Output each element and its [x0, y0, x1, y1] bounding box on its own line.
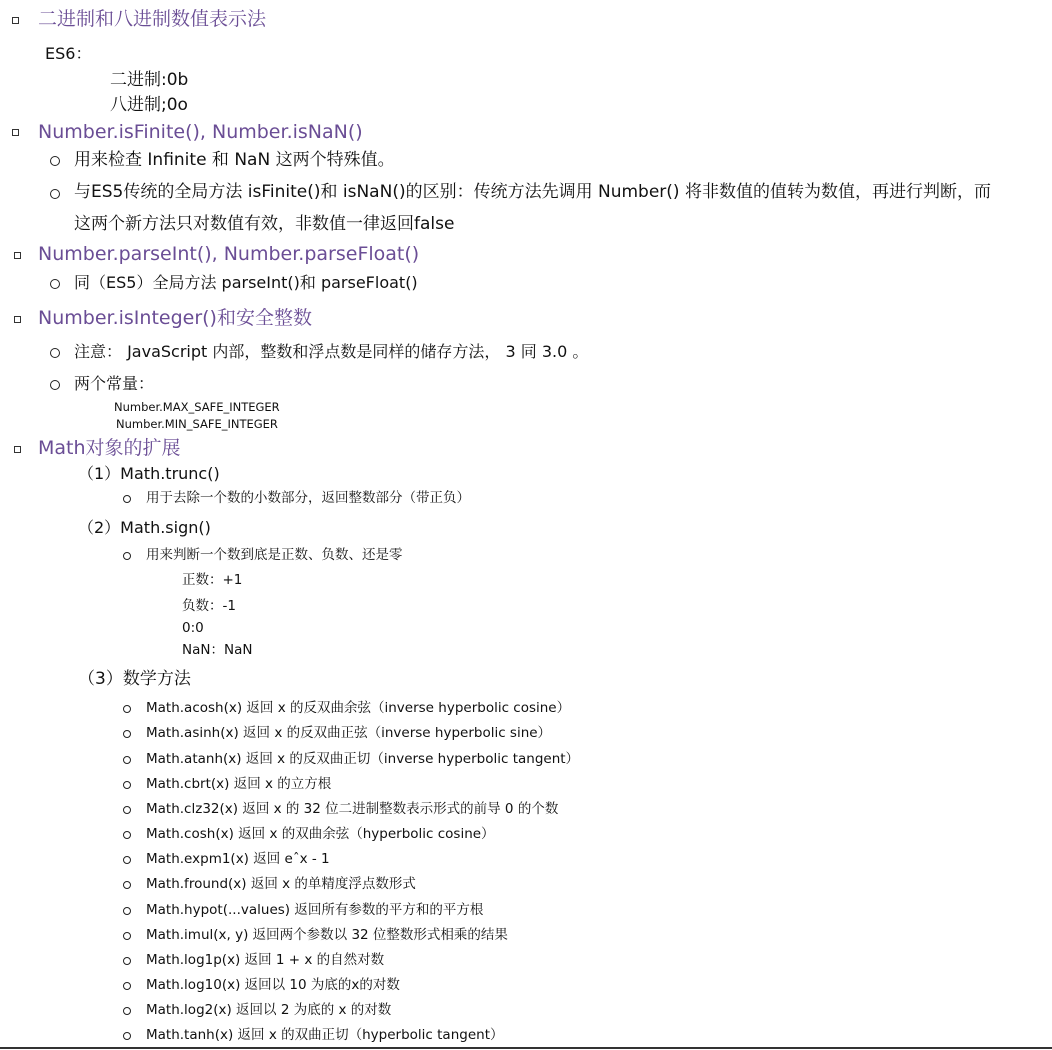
list-item: Math.imul(x, y) 返回两个参数以 32 位整数形式相乘的结果	[146, 927, 508, 943]
section-title-binary-octal: 二进制和八进制数值表示法	[38, 8, 267, 30]
circle-bullet-icon	[123, 907, 131, 915]
circle-bullet-icon	[123, 806, 131, 814]
list-item: Math.cbrt(x) 返回 x 的立方根	[146, 776, 332, 792]
constant-min-safe-integer: Number.MIN_SAFE_INTEGER	[116, 417, 278, 431]
square-bullet-icon	[12, 17, 19, 24]
es6-label: ES6：	[45, 44, 92, 63]
circle-bullet-icon	[123, 1032, 131, 1040]
list-item: 同（ES5）全局方法 parseInt()和 parseFloat()	[74, 273, 418, 292]
list-item: 注意： JavaScript 内部，整数和浮点数是同样的储存方法， 3 同 3.0 。	[74, 342, 589, 361]
list-item: Math.log2(x) 返回以 2 为底的 x 的对数	[146, 1002, 392, 1018]
section-title-math-extension: Math对象的扩展	[38, 437, 181, 459]
bottom-divider	[0, 1047, 1052, 1049]
list-item: Math.hypot(...values) 返回所有参数的平方和的平方根	[146, 902, 484, 918]
list-item: 与ES5传统的全局方法 isFinite()和 isNaN()的区别：传统方法先调用 Number() 将非数值的值转为数值，再进行判断，而	[74, 182, 991, 202]
list-item: Math.acosh(x) 返回 x 的反双曲余弦（inverse hyperbolic cosine）	[146, 700, 571, 716]
sign-value-positive: 正数：+1	[182, 572, 243, 588]
list-item-continuation: 这两个新方法只对数值有效，非数值一律返回false	[74, 214, 455, 234]
square-bullet-icon	[14, 446, 21, 453]
section-title-parseint-parsefloat: Number.parseInt(), Number.parseFloat()	[38, 243, 420, 265]
circle-bullet-icon	[50, 348, 60, 358]
square-bullet-icon	[14, 316, 21, 323]
circle-bullet-icon	[123, 552, 131, 560]
circle-bullet-icon	[123, 781, 131, 789]
circle-bullet-icon	[123, 705, 131, 713]
math-sign-description: 用来判断一个数到底是正数、负数、还是零	[146, 547, 403, 563]
circle-bullet-icon	[50, 156, 60, 166]
square-bullet-icon	[12, 129, 19, 136]
list-item: Math.expm1(x) 返回 eˆx - 1	[146, 851, 330, 867]
circle-bullet-icon	[50, 380, 60, 390]
constant-max-safe-integer: Number.MAX_SAFE_INTEGER	[114, 400, 280, 414]
list-item: 两个常量：	[74, 374, 155, 393]
list-item: 用来检查 Infinite 和 NaN 这两个特殊值。	[74, 150, 395, 170]
list-item: Math.log1p(x) 返回 1 + x 的自然对数	[146, 952, 385, 968]
octal-prefix: 八进制;0o	[110, 95, 188, 115]
binary-prefix: 二进制:0b	[110, 70, 189, 90]
circle-bullet-icon	[50, 189, 60, 199]
list-item: Math.cosh(x) 返回 x 的双曲余弦（hyperbolic cosine）	[146, 826, 495, 842]
circle-bullet-icon	[123, 831, 131, 839]
square-bullet-icon	[14, 252, 21, 259]
circle-bullet-icon	[123, 1007, 131, 1015]
list-item: Math.fround(x) 返回 x 的单精度浮点数形式	[146, 876, 416, 892]
section-title-isfinite-isnan: Number.isFinite(), Number.isNaN()	[38, 121, 363, 143]
circle-bullet-icon	[123, 730, 131, 738]
list-item: Math.tanh(x) 返回 x 的双曲正切（hyperbolic tangent）	[146, 1027, 504, 1043]
math-trunc-description: 用于去除一个数的小数部分，返回整数部分（带正负）	[146, 490, 470, 506]
list-item: Math.log10(x) 返回以 10 为底的x的对数	[146, 977, 400, 993]
circle-bullet-icon	[123, 957, 131, 965]
math-trunc-heading: （1）Math.trunc()	[78, 464, 220, 483]
sign-value-negative: 负数：-1	[182, 598, 236, 614]
list-item: Math.asinh(x) 返回 x 的反双曲正弦（inverse hyperbolic sine）	[146, 725, 552, 741]
list-item: Math.clz32(x) 返回 x 的 32 位二进制整数表示形式的前导 0 的个数	[146, 801, 559, 817]
sign-value-nan: NaN：NaN	[182, 642, 253, 658]
circle-bullet-icon	[123, 495, 131, 503]
section-title-isinteger: Number.isInteger()和安全整数	[38, 307, 312, 329]
circle-bullet-icon	[123, 932, 131, 940]
circle-bullet-icon	[50, 279, 60, 289]
circle-bullet-icon	[123, 881, 131, 889]
math-methods-heading: （3）数学方法	[78, 669, 191, 689]
list-item: Math.atanh(x) 返回 x 的反双曲正切（inverse hyperbolic tangent）	[146, 751, 580, 767]
math-sign-heading: （2）Math.sign()	[78, 518, 211, 537]
circle-bullet-icon	[123, 982, 131, 990]
circle-bullet-icon	[123, 756, 131, 764]
sign-value-zero: 0:0	[182, 620, 204, 636]
circle-bullet-icon	[123, 856, 131, 864]
